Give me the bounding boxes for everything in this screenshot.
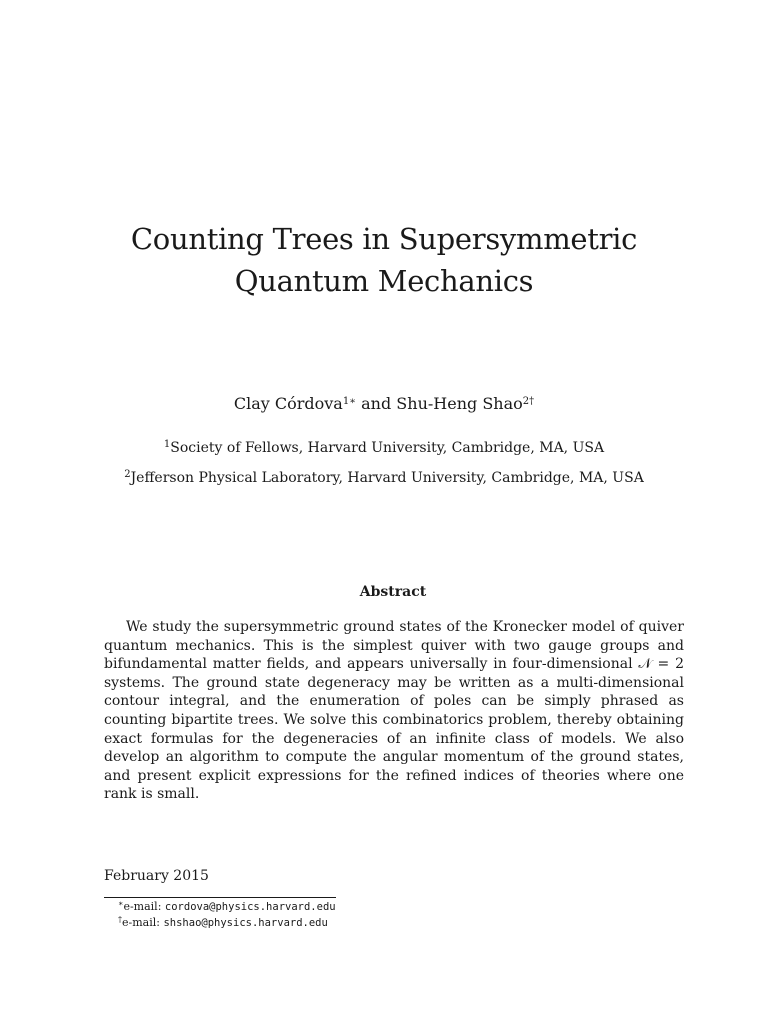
email-link[interactable]: cordova@physics.harvard.edu	[164, 901, 336, 913]
footnote-mark: ∗	[118, 899, 124, 908]
footnote	[118, 900, 336, 913]
author-line	[0, 394, 768, 413]
author-conjunction: and	[361, 394, 392, 413]
abstract-heading: Abstract	[359, 584, 427, 600]
affiliation-text: Society of Fellows, Harvard University, Cambridge, MA, USA	[170, 440, 605, 456]
affiliation-mark: 1	[163, 439, 171, 450]
footnote	[118, 916, 328, 929]
footnote-label: e-mail:	[123, 900, 162, 913]
email-link[interactable]: shshao@physics.harvard.edu	[163, 917, 328, 929]
affiliation-mark: 2	[124, 469, 131, 480]
affiliation-text: Jefferson Physical Laboratory, Harvard University, Cambridge, MA, USA	[130, 470, 644, 486]
footnote-label: e-mail:	[122, 916, 160, 929]
affiliation	[0, 440, 768, 456]
author-name: Shu-Heng Shao	[396, 394, 523, 413]
affiliation	[0, 470, 768, 486]
abstract-body: We study the supersymmetric ground states of the Kronecker model of quiver quantum mechanics. This is the simplest quiver with two gauge groups and bifundamental matter fields, and appears universally in four-dimensional 𝒩 = 2 systems. The ground state degeneracy may be written as a multi-dimensional contour integral, and the enumeration of poles can be simply phrased as counting bipartite trees. We solve this combinatorics problem, thereby obtaining exact formulas for the degeneracies of an infinite class of models. We also develop an algorithm to compute the angular momentum of the ground states, and present explicit expressions for the refined indices of theories where one rank is small.	[104, 619, 684, 803]
footnote-mark: †	[118, 915, 122, 924]
footnote-rule	[104, 897, 336, 898]
author-marks: 2†	[522, 396, 535, 407]
paper-title: Counting Trees in Supersymmetric Quantum Mechanics	[130, 222, 638, 298]
author-marks: 1∗	[342, 396, 357, 407]
publication-date: February 2015	[104, 868, 209, 884]
author-name: Clay Córdova	[233, 394, 343, 413]
